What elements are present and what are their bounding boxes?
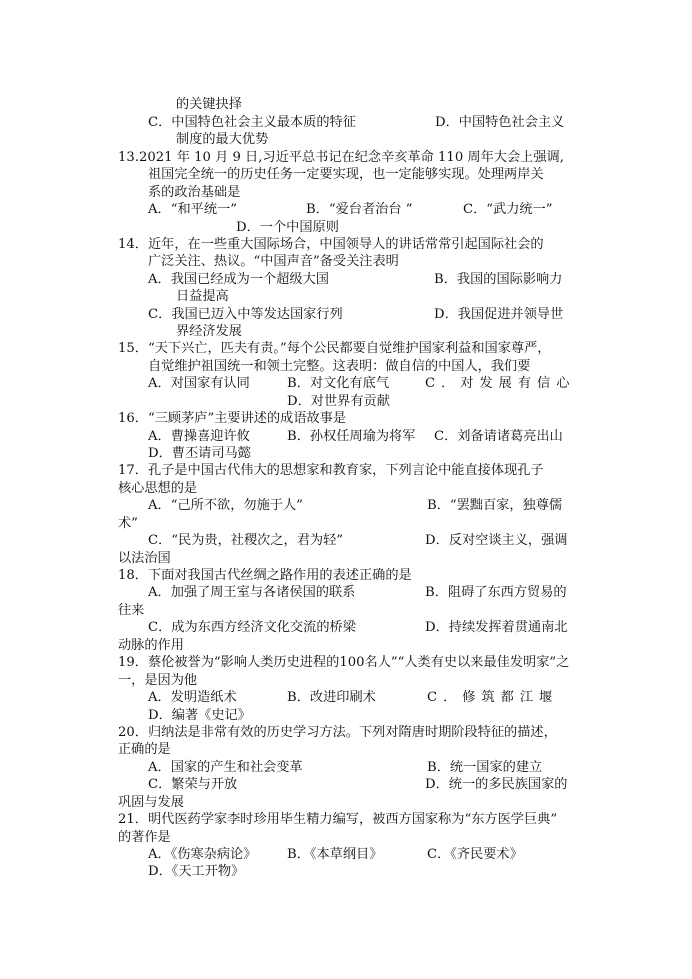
q12-option-d-continued: 制度的最大优势 [176,132,269,147]
q13-option-d: D．一个中国原则 [236,220,339,235]
q15-option-c: C．对发展有信心 [425,376,576,391]
q15-option-b: B．对文化有底气 [287,376,390,391]
q19-stem: 19．蔡伦被誉为“影响人类历史进程的100名人”“人类有史以来最佳发明家”之 [118,655,570,670]
q14-stem-line2: 广泛关注、热议。“中国声音”备受关注表明 [148,254,399,269]
q14-option-c: C．我国已迈入中等发达国家行列 [148,307,343,322]
q14-option-d: D．我国促进并领导世 [434,307,564,322]
q12-option-d: D．中国特色社会主义 [435,115,565,130]
q20-stem: 20．归纳法是非常有效的历史学习方法。下列对隋唐时期阶段特征的描述， [118,725,557,740]
q19-option-a: A．发明造纸术 [148,690,237,705]
q14-option-d-continued: 界经济发展 [176,324,242,339]
q13-stem: 13.2021 年 10 月 9 日,习近平总书记在纪念辛亥革命 110 周年大会上强调, [118,150,564,165]
q21-stem-line2: 的著作是 [118,830,171,845]
q16-option-b: B．孙权任周瑜为将军 [287,429,416,444]
q17-option-d: D．反对空谈主义，强调 [425,533,568,548]
q14-option-a-continued: 日益提高 [176,289,229,304]
q18-option-b-continued: 往来 [118,603,145,618]
q14-stem: 14．近年，在一些重大国际场合，中国领导人的讲话常常引起国际社会的 [118,237,544,252]
q16-option-c: C．刘备请诸葛亮出山 [434,429,563,444]
q17-stem-line2: 核心思想的是 [118,481,198,496]
q17-option-b: B．“罢黜百家，独尊儒 [427,498,563,513]
q13-stem-line3: 系的政治基础是 [148,185,241,200]
q20-option-b: B．统一国家的建立 [427,760,543,775]
q12-option-b-continued: 的关键抉择 [176,97,242,112]
q20-option-d: D．统一的多民族国家的 [425,777,568,792]
q19-stem-line2: 一，是因为他 [118,673,198,688]
q17-option-a: A．“己所不欲，勿施于人” [148,498,303,513]
q19-option-c: C．修筑都江堰 [427,690,559,705]
q18-option-c: C．成为东西方经济文化交流的桥梁 [148,620,356,635]
q21-option-c: C．《齐民要术》 [427,847,523,862]
q18-option-d-continued: 动脉的作用 [118,638,184,653]
q12-option-c: C．中国特色社会主义最本质的特征 [148,115,356,130]
q20-stem-line2: 正确的是 [118,742,171,757]
q13-option-c: C．“武力统一” [463,202,553,217]
q15-option-a: A．对国家有认同 [148,376,250,391]
q17-option-b-continued: 术” [118,516,138,531]
q20-option-a: A．国家的产生和社会变革 [148,760,303,775]
q16-option-d: D．曹丕请司马懿 [148,446,251,461]
q18-option-b: B．阻碍了东西方贸易的 [425,585,567,600]
q18-stem: 18．下面对我国古代丝绸之路作用的表述正确的是 [118,568,412,583]
q17-option-d-continued: 以法治国 [118,551,171,566]
q21-option-b: B．《本草纲目》 [287,847,383,862]
q16-option-a: A．曹操喜迎许攸 [148,429,250,444]
q18-option-d: D．持续发挥着贯通南北 [425,620,568,635]
q13-option-a: A．“和平统一” [148,202,237,217]
q21-option-a: A．《伤寒杂病论》 [148,847,257,862]
q17-stem: 17．孔子是中国古代伟大的思想家和教育家，下列言论中能直接体现孔子 [118,463,544,478]
q20-option-c: C．繁荣与开放 [148,777,238,792]
q21-stem: 21．明代医药学家李时珍用毕生精力编写，被西方国家称为“东方医学巨典” [118,812,558,827]
q21-option-d: D．《天工开物》 [148,864,245,879]
q16-stem: 16．“三顾茅庐”主要讲述的成语故事是 [118,411,347,426]
q15-stem-line2: 自觉维护祖国统一和领土完整。这表明：做自信的中国人，我们要 [148,359,531,374]
q15-option-d: D．对世界有贡献 [287,394,390,409]
q19-option-d: D．编著《史记》 [148,708,251,723]
q13-option-b: B．“爱台者治台 ” [306,202,413,217]
q19-option-b: B．改进印刷术 [287,690,376,705]
q15-stem: 15．“天下兴亡，匹夫有责。”每个公民都要自觉维护国家利益和国家尊严， [118,341,551,356]
q14-option-b: B．我国的国际影响力 [434,272,563,287]
q13-stem-line2: 祖国完全统一的历史任务一定要实现，也一定能够实现。处理两岸关 [148,167,544,182]
q18-option-a: A．加强了周王室与各诸侯国的联系 [148,585,356,600]
q14-option-a: A．我国已经成为一个超级大国 [148,272,329,287]
q20-option-d-continued: 巩固与发展 [118,795,184,810]
q17-option-c: C．“民为贵，社稷次之，君为轻” [148,533,344,548]
